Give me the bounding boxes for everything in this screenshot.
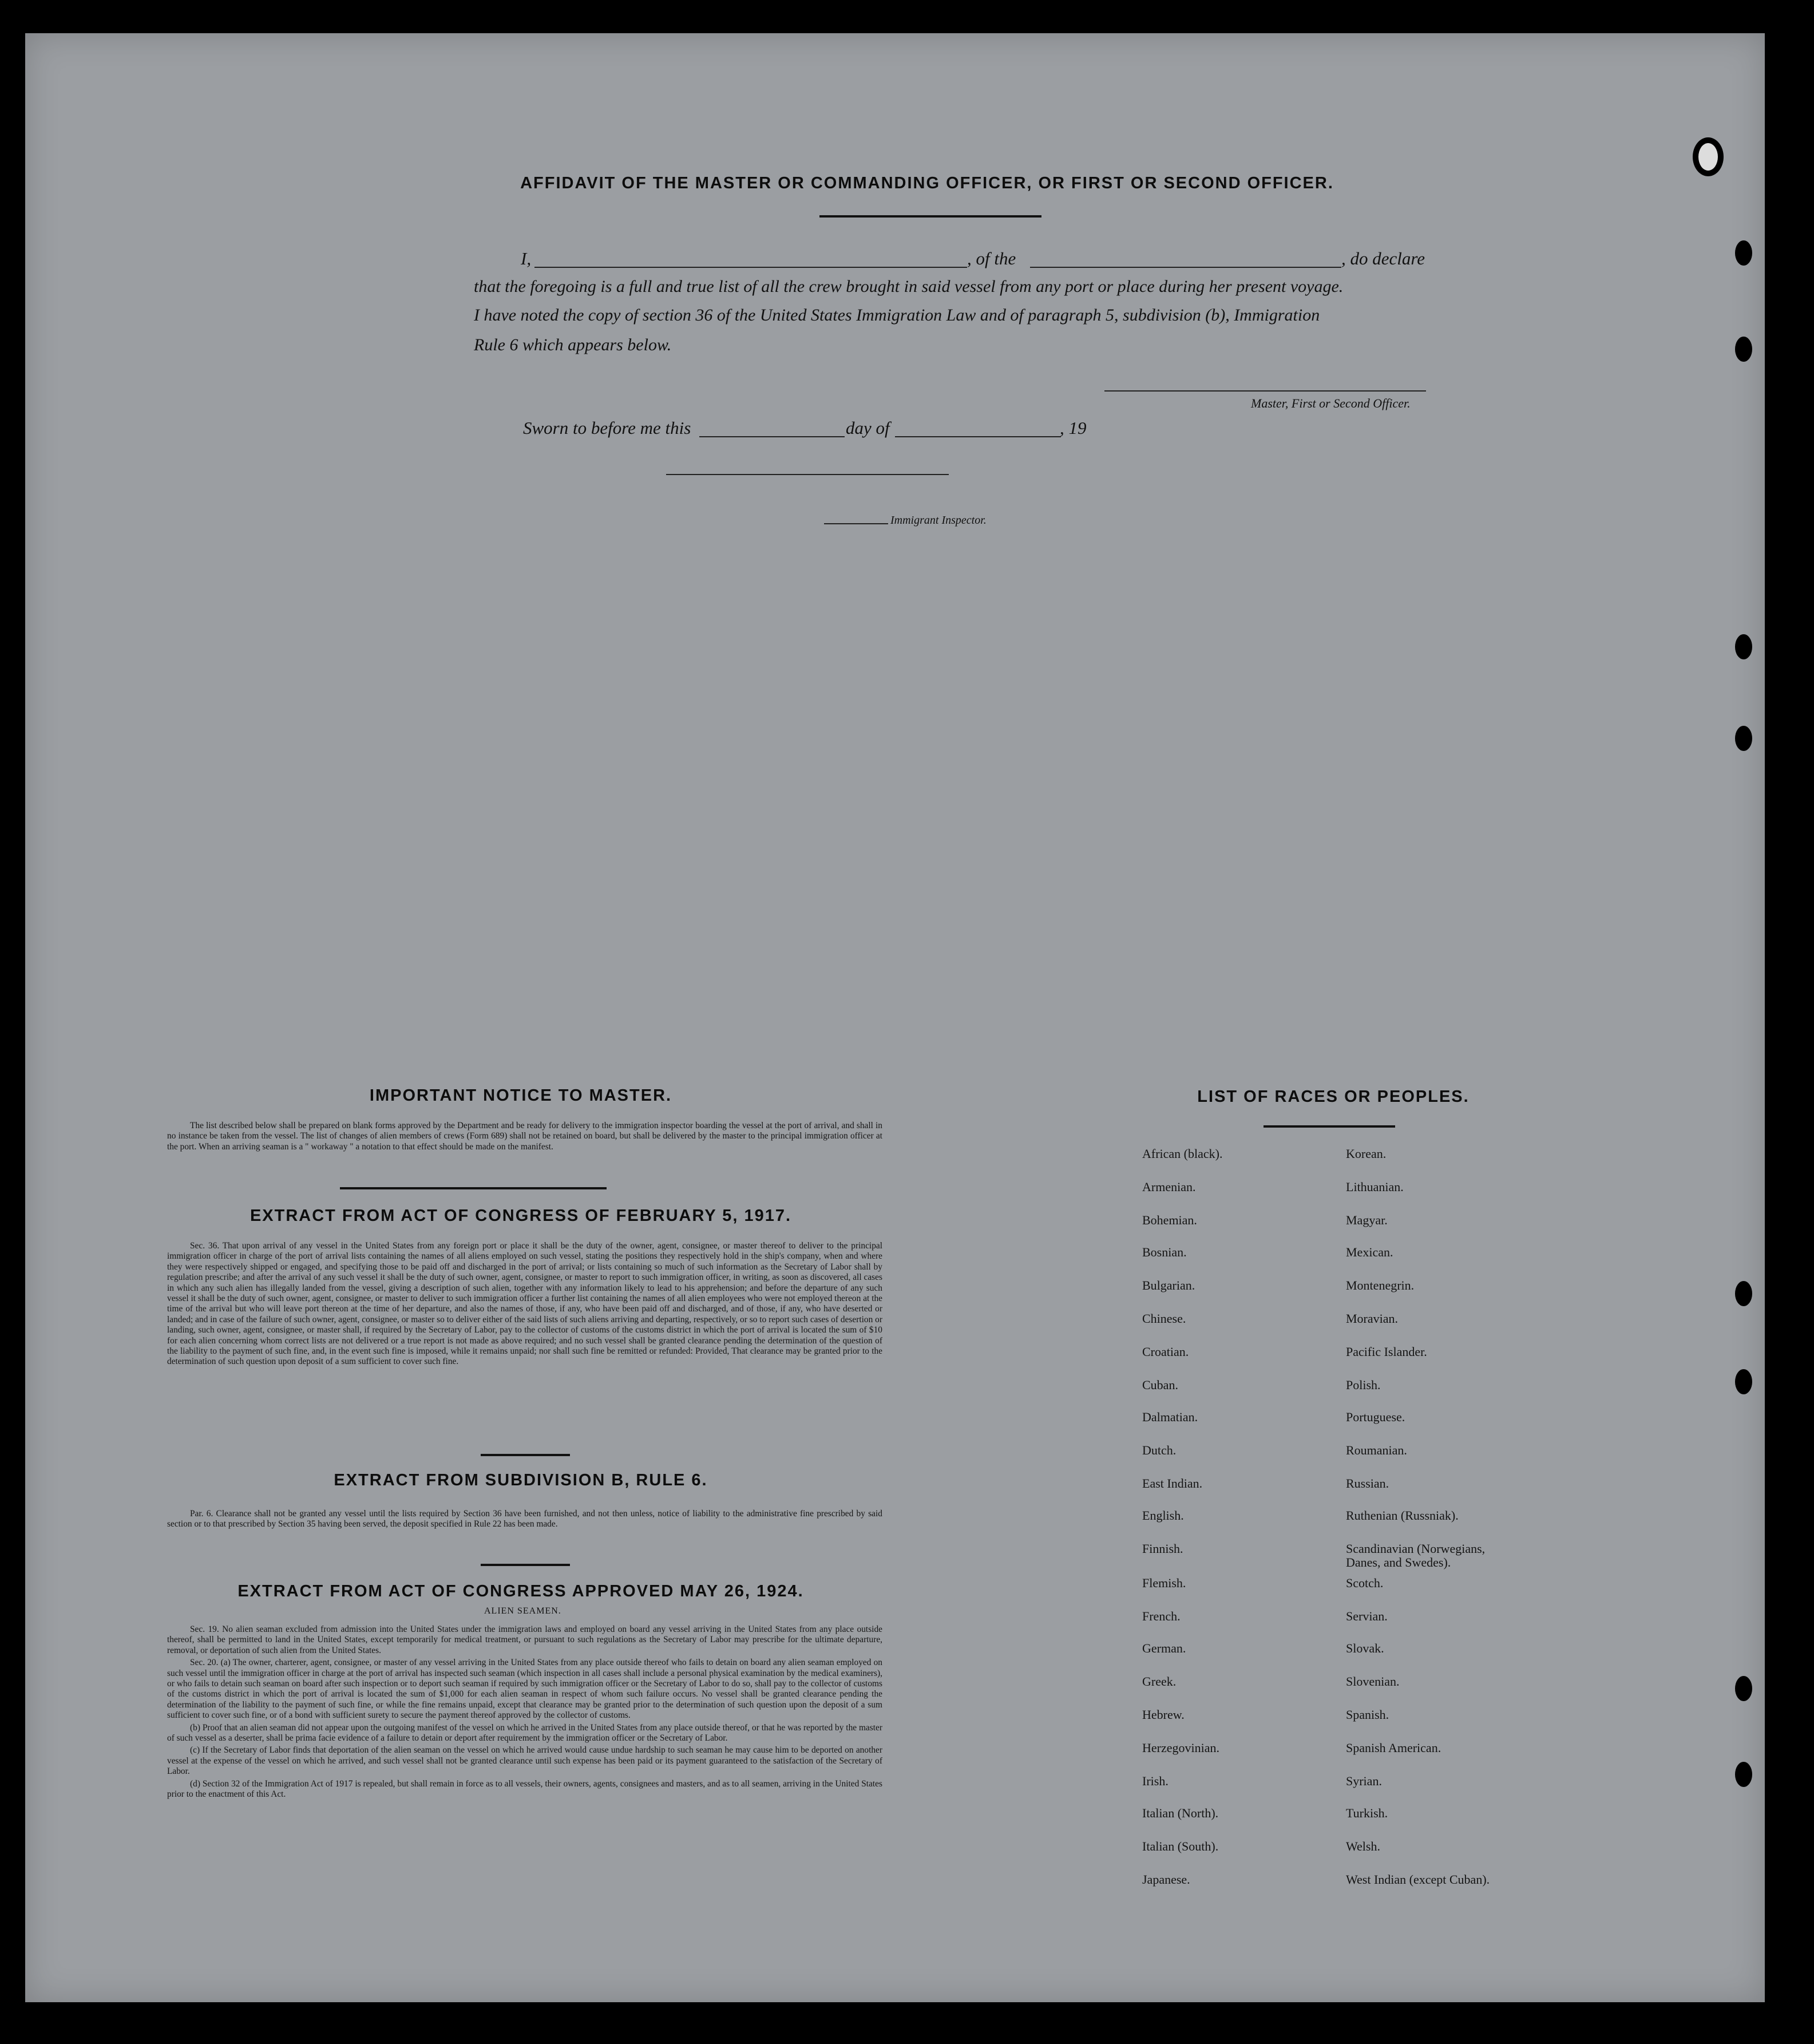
race-item: Scandinavian (Norwegians, Danes, and Swedes). [1346,1541,1486,1569]
sec19-paragraph: Sec. 19. No alien seaman excluded from admission into the United States under the immigration laws and employed on board any vessel arriving in the United States from any place outside thereof, shall be permitted to land in the United States, except temporarily for medical treatment, or pursuant to such regulations as the Secretary of Labor may prescribe for the ultimate departure, removal, or deportation of such alien from the United States. [167,1624,882,1655]
race-item: Cuban. [1142,1378,1178,1392]
affidavit-line1-of-the: , of the [967,248,1016,268]
race-item: Servian. [1346,1609,1388,1623]
race-item: Bosnian. [1142,1245,1187,1259]
race-item: Flemish. [1142,1576,1186,1590]
race-item: Dutch. [1142,1443,1177,1457]
rule6-heading: EXTRACT FROM SUBDIVISION B, RULE 6. [334,1471,708,1489]
affidavit-line1-i: I, [521,248,532,268]
race-item: Russian. [1346,1476,1389,1491]
extract-1924-heading: EXTRACT FROM ACT OF CONGRESS APPROVED MAY 26, 1924. [237,1582,804,1600]
vessel-blank-line[interactable] [1030,267,1341,268]
inspector-signature-line[interactable] [666,474,949,475]
race-item: Bohemian. [1142,1213,1197,1227]
race-item: Armenian. [1142,1180,1196,1194]
sworn-year: , 19 [1060,418,1087,438]
race-item: Korean. [1346,1146,1387,1161]
sworn-month-blank[interactable] [895,436,1061,437]
race-item: English. [1142,1508,1184,1523]
notice-heading: IMPORTANT NOTICE TO MASTER. [369,1086,672,1105]
rule6-rule [481,1564,570,1566]
race-item: German. [1142,1641,1186,1655]
binder-hole [1735,1369,1752,1394]
race-item: Italian (North). [1142,1806,1219,1820]
race-item: Chinese. [1142,1311,1186,1326]
race-item: French. [1142,1609,1181,1623]
race-item: African (black). [1142,1146,1223,1161]
sec20a-paragraph: Sec. 20. (a) The owner, charterer, agent, consignee, or master of any vessel arriving in the United States from any place outside thereof who fails to detain on board any alien seaman employed on such vessel until the immigration officer in charge at the port of arrival has inspected such seaman (which inspection in all cases shall include a personal physical examination by the medical examiners), or who fails to detain such seaman on board after such inspection or to deport such seaman if required by such immigration officer or the Secretary of Labor to do so, shall pay to the collector of customs of the customs district in which the port of arrival is located the sum of $1,000 for each alien seaman in respect of whom such failure occurs. No vessel shall be granted clearance pending the determination of the liability to the payment of such fine, or while the fine remains unpaid, except that clearance may be granted prior to the determination of such question upon the deposit of a sum sufficient to cover such fine, or of a bond with sufficient surety to secure the payment thereof approved by the collector of customs. [167,1658,882,1721]
notice-text [167,1121,882,1154]
extract-1917-heading: EXTRACT FROM ACT OF CONGRESS OF FEBRUARY 5, 1917. [249,1207,792,1225]
affidavit-heading-rule [819,215,1041,218]
binder-hole [1735,1676,1752,1701]
inspector-caption: Immigrant Inspector. [890,514,987,527]
binder-hole [1735,1762,1752,1787]
race-item: West Indian (except Cuban). [1346,1872,1490,1887]
race-item: Montenegrin. [1346,1278,1415,1292]
race-item: Ruthenian (Russniak). [1346,1508,1459,1523]
races-heading: LIST OF RACES OR PEOPLES. [1197,1088,1470,1106]
sworn-day-blank[interactable] [699,436,845,437]
race-item: Lithuanian. [1346,1180,1404,1194]
race-item: Polish. [1346,1378,1381,1392]
sec20b-paragraph: (b) Proof that an alien seaman did not appear upon the outgoing manifest of the vessel on which he arrived in the United States from any place outside thereof, or that he was reported by the master of such vessel as a deserter, shall be prima facie evidence of a failure to detain or deport after requirement by the immigration officer or the Secretary of Labor. [167,1722,882,1743]
name-blank-line[interactable] [534,267,967,268]
sworn-day-of: day of [846,418,890,438]
affidavit-line2: that the foregoing is a full and true list of all the crew brought in said vessel from any port or place during her present voyage. [474,277,1344,296]
affidavit-line4: Rule 6 which appears below. [474,335,672,354]
rule6-text [167,1509,882,1532]
race-item: Croatian. [1142,1345,1189,1359]
races-heading-rule [1264,1125,1395,1128]
race-item: Herzegovinian. [1142,1741,1219,1755]
race-item: Spanish American. [1346,1741,1441,1755]
alien-seamen-subheading: ALIEN SEAMEN. [484,1606,561,1616]
race-item: Scotch. [1346,1576,1384,1590]
extract-1917-text [167,1241,882,1369]
inspector-short-line [824,523,888,524]
binder-hole [1735,240,1752,266]
race-item: Turkish. [1346,1806,1388,1820]
affidavit-line1-declare: , do declare [1341,248,1425,268]
race-item: Greek. [1142,1674,1177,1689]
race-item: Moravian. [1346,1311,1399,1326]
race-item: Italian (South). [1142,1839,1219,1853]
race-item: Portuguese. [1346,1410,1405,1424]
race-item: Slovak. [1346,1641,1384,1655]
race-item: Irish. [1142,1774,1169,1788]
race-item: Dalmatian. [1142,1410,1198,1424]
notice-rule [340,1187,607,1189]
rule6-paragraph: Par. 6. Clearance shall not be granted any vessel until the lists required by Section 36 have been furnished, and not then unless, notice of liability to the administrative fine prescribed by said section or to that prescribed by Section 35 having been served, the deposit specified in Rule 22 has been made. [167,1509,882,1529]
notice-paragraph: The list described below shall be prepared on blank forms approved by the Department and be ready for delivery to the immigration inspector boarding the vessel at the port of arrival, and shall in no instance be taken from the vessel. The list of changes of alien members of crews (Form 689) shall not be retained on board, but shall be delivered by the master to the principal immigration officer at the port. When an arriving seaman is a " workaway " a notation to that effect should be made on the manifest. [167,1121,882,1152]
binder-ring-hole [1693,137,1724,176]
binder-hole [1735,634,1752,659]
extract-1917-rule [481,1454,570,1456]
affidavit-line3: I have noted the copy of section 36 of the United States Immigration Law and of paragraph 5, subdivision (b), Immigration [474,306,1320,325]
sec20d-paragraph: (d) Section 32 of the Immigration Act of 1917 is repealed, but shall remain in force as to all vessels, their owners, agents, consignees and masters, and as to all seamen, arriving in the United States prior to the enactment of this Act. [167,1778,882,1800]
race-item: Slovenian. [1346,1674,1400,1689]
race-item: East Indian. [1142,1476,1203,1491]
extract-1924-text [167,1624,882,1802]
race-item: Welsh. [1346,1839,1380,1853]
race-item: Syrian. [1346,1774,1382,1788]
race-item: Roumanian. [1346,1443,1407,1457]
race-item: Finnish. [1142,1541,1183,1556]
binder-hole [1735,337,1752,362]
binder-hole [1735,726,1752,751]
race-item: Magyar. [1346,1213,1388,1227]
sworn-prefix: Sworn to before me this [523,418,691,438]
binder-hole [1735,1281,1752,1306]
race-item: Hebrew. [1142,1707,1185,1722]
master-signature-line[interactable] [1104,390,1426,392]
affidavit-heading: AFFIDAVIT OF THE MASTER OR COMMANDING OFFICER, OR FIRST OR SECOND OFFICER. [520,174,1334,192]
race-item: Bulgarian. [1142,1278,1195,1292]
sec20c-paragraph: (c) If the Secretary of Labor finds that deportation of the alien seaman on the vessel on which he arrived would cause undue hardship to such seaman he may cause him to be deported on another vessel at the expense of the vessel on which he arrived, and such vessel shall not be granted clearance until such expense has been paid or its payment guaranteed to the satisfaction of the Secretary of Labor. [167,1745,882,1777]
section-36-paragraph: Sec. 36. That upon arrival of any vessel in the United States from any foreign port or place it shall be the duty of the owner, agent, consignee, or master thereof to deliver to the principal immigration officer in charge of the port of arrival lists containing the names of all aliens employed on such vessel, stating the positions they respectively hold in the ship's company, when and where they were respectively shipped or engaged, and specifying those to be paid off and discharged in the port of arrival; or lists containing so much of such information as the Secretary of Labor shall by regulation prescribe; and after the arrival of any such vessel it shall be the duty of such owner, agent, consignee, or master to report to such immigration officer, in writing, as soon as discovered, all cases in which any such alien has illegally landed from the vessel, giving a description of such alien, together with any information likely to lead to his apprehension; and before the departure of any such vessel it shall be the duty of such owner, agent, consignee, or master to deliver to such immigration officer a further list containing the names of all alien employees who were not employed thereon at the time of the arrival but who will leave port thereon at the time of her departure, and also the names of those, if any, who have been paid off and discharged, and of those, if any, who have deserted or landed; and in case of the failure of such owner, agent, consignee, or master so to deliver either of the said lists of such aliens arriving and departing, respectively, or so to report such cases of desertion or landing, such owner, agent, consignee, or master shall, if required by the Secretary of Labor, pay to the collector of customs of the customs district in which the port of arrival is located the sum of $10 for each alien concerning whom correct lists are not delivered or a true report is not made as above required; and no such vessel shall be granted clearance pending the determination of the question of the liability to the payment of such fine, and, in the event such fine is imposed, while it remains unpaid; nor shall such fine be remitted or refunded: Provided, That clearance may be granted prior to the determination of such question upon deposit of a sum sufficient to cover such fine. [167,1241,882,1367]
race-item: Pacific Islander. [1346,1345,1427,1359]
race-item: Mexican. [1346,1245,1393,1259]
race-item: Spanish. [1346,1707,1389,1722]
race-item: Japanese. [1142,1872,1190,1887]
master-signature-caption: Master, First or Second Officer. [1251,396,1411,410]
